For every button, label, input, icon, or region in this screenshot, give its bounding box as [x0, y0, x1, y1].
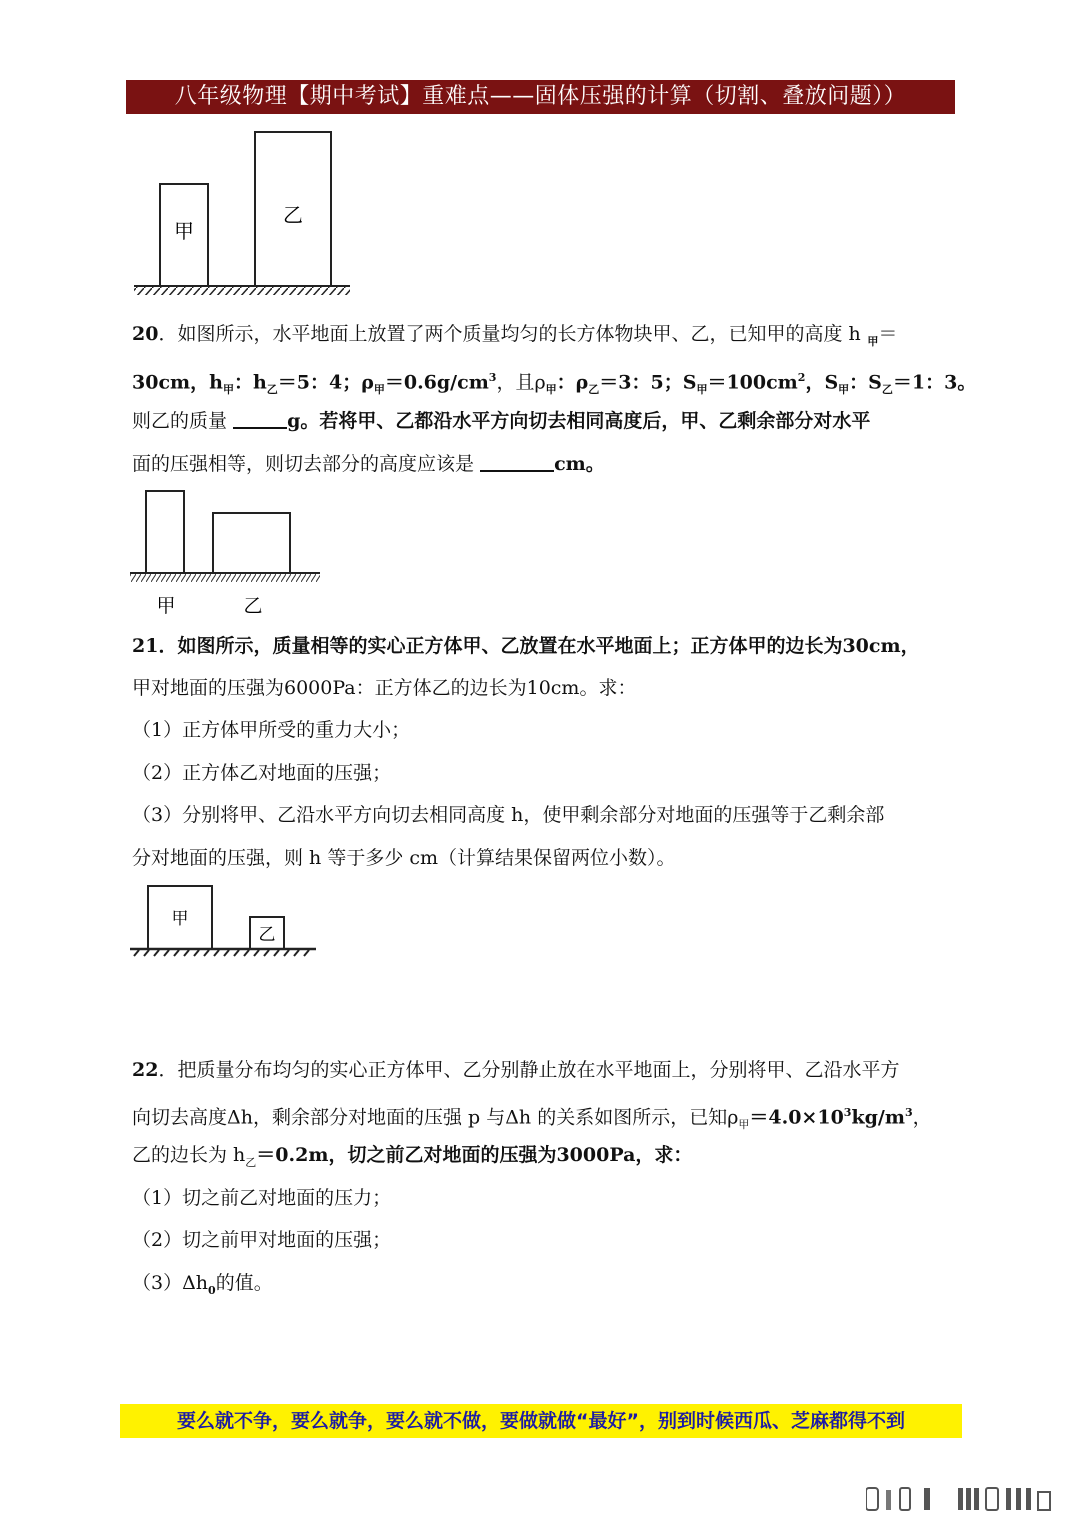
watermark-bars-icon [866, 1486, 1062, 1512]
q21-line-1: 21．如图所示，质量相等的实心正方体甲、乙放置在水平地面上；正方体甲的边长为30cm， [132, 635, 920, 657]
answer-blank-mass[interactable] [233, 407, 287, 429]
ground-hatch [134, 287, 350, 295]
figure-21b-cubes [126, 882, 322, 962]
q21-option-1: （1）正方体甲所受的重力大小； [132, 719, 411, 741]
q21-line-2: 甲对地面的压强为6000Pa：正方体乙的边长为10cm。求： [132, 677, 637, 699]
label-jia: 甲 [156, 595, 176, 617]
q21-option-2: （2）正方体乙对地面的压强； [132, 762, 392, 784]
q20-line-1: 20．如图所示，水平地面上放置了两个质量均匀的长方体物块甲、乙，已知甲的高度 h $_甲$＝ [132, 323, 898, 348]
figure-20-blocks [128, 126, 358, 298]
block-jia [146, 491, 184, 573]
q22-option-2: （2）切之前甲对地面的压强； [132, 1229, 392, 1251]
q22-line-1: 22．把质量分布均匀的实心正方体甲、乙分别静止放在水平地面上，分别将甲、乙沿水平方 [132, 1059, 900, 1081]
q20-line-3: 则乙的质量 g。若将甲、乙都沿水平方向切去相同高度后，甲、乙剩余部分对水平 [132, 407, 982, 434]
label-yi: 乙 [283, 203, 303, 227]
q21-option-3: （3）分别将甲、乙沿水平方向切去相同高度 h，使甲剩余部分对地面的压强等于乙剩余部 [132, 804, 885, 826]
page-title: 八年级物理【期中考试】重难点——固体压强的计算（切割、叠放问题）） [126, 80, 955, 114]
motto-banner: 要么就不争，要么就争，要么就不做，要做就做“最好”，别到时候西瓜、芝麻都得不到 [120, 1404, 962, 1438]
answer-blank-height[interactable] [480, 450, 554, 472]
q20-line-4: 面的压强相等，则切去部分的高度应该是 cm。 [132, 450, 982, 477]
label-yi: 乙 [243, 595, 263, 617]
ground-hatch [130, 574, 320, 582]
q22-line-3: 乙的边长为 $h_乙=0.2m$，切之前乙对地面的压强为3000Pa，求： [132, 1144, 693, 1169]
label-yi: 乙 [258, 925, 276, 945]
q22-option-3: $(3)\Delta h_0$的值。 [132, 1272, 273, 1297]
q22-option-1: （1）切之前乙对地面的压力； [132, 1187, 392, 1209]
q20-line-2: 30cm，$h_甲$：$h_乙=5$：4；$\rho_甲=0.6g/cm^3$，且$\rho_甲$：$\rho_乙=3$：5；$S_甲=100cm^2$，$S_甲$：$S_乙=1$：3。 [132, 371, 977, 397]
label-jia: 甲 [171, 909, 189, 929]
q21-option-3-cont: 分对地面的压强，则 h 等于多少 cm（计算结果保留两位小数）。 [132, 847, 676, 869]
figure-21a-blocks [126, 486, 326, 618]
q22-line-2: 向切去高度Δh，剩余部分对地面的压强 p 与Δh 的关系如图所示，已知$\rho_甲=4.0\times 10^3kg/m^3$， [132, 1106, 932, 1132]
label-jia: 甲 [174, 219, 194, 243]
block-yi [213, 513, 290, 573]
